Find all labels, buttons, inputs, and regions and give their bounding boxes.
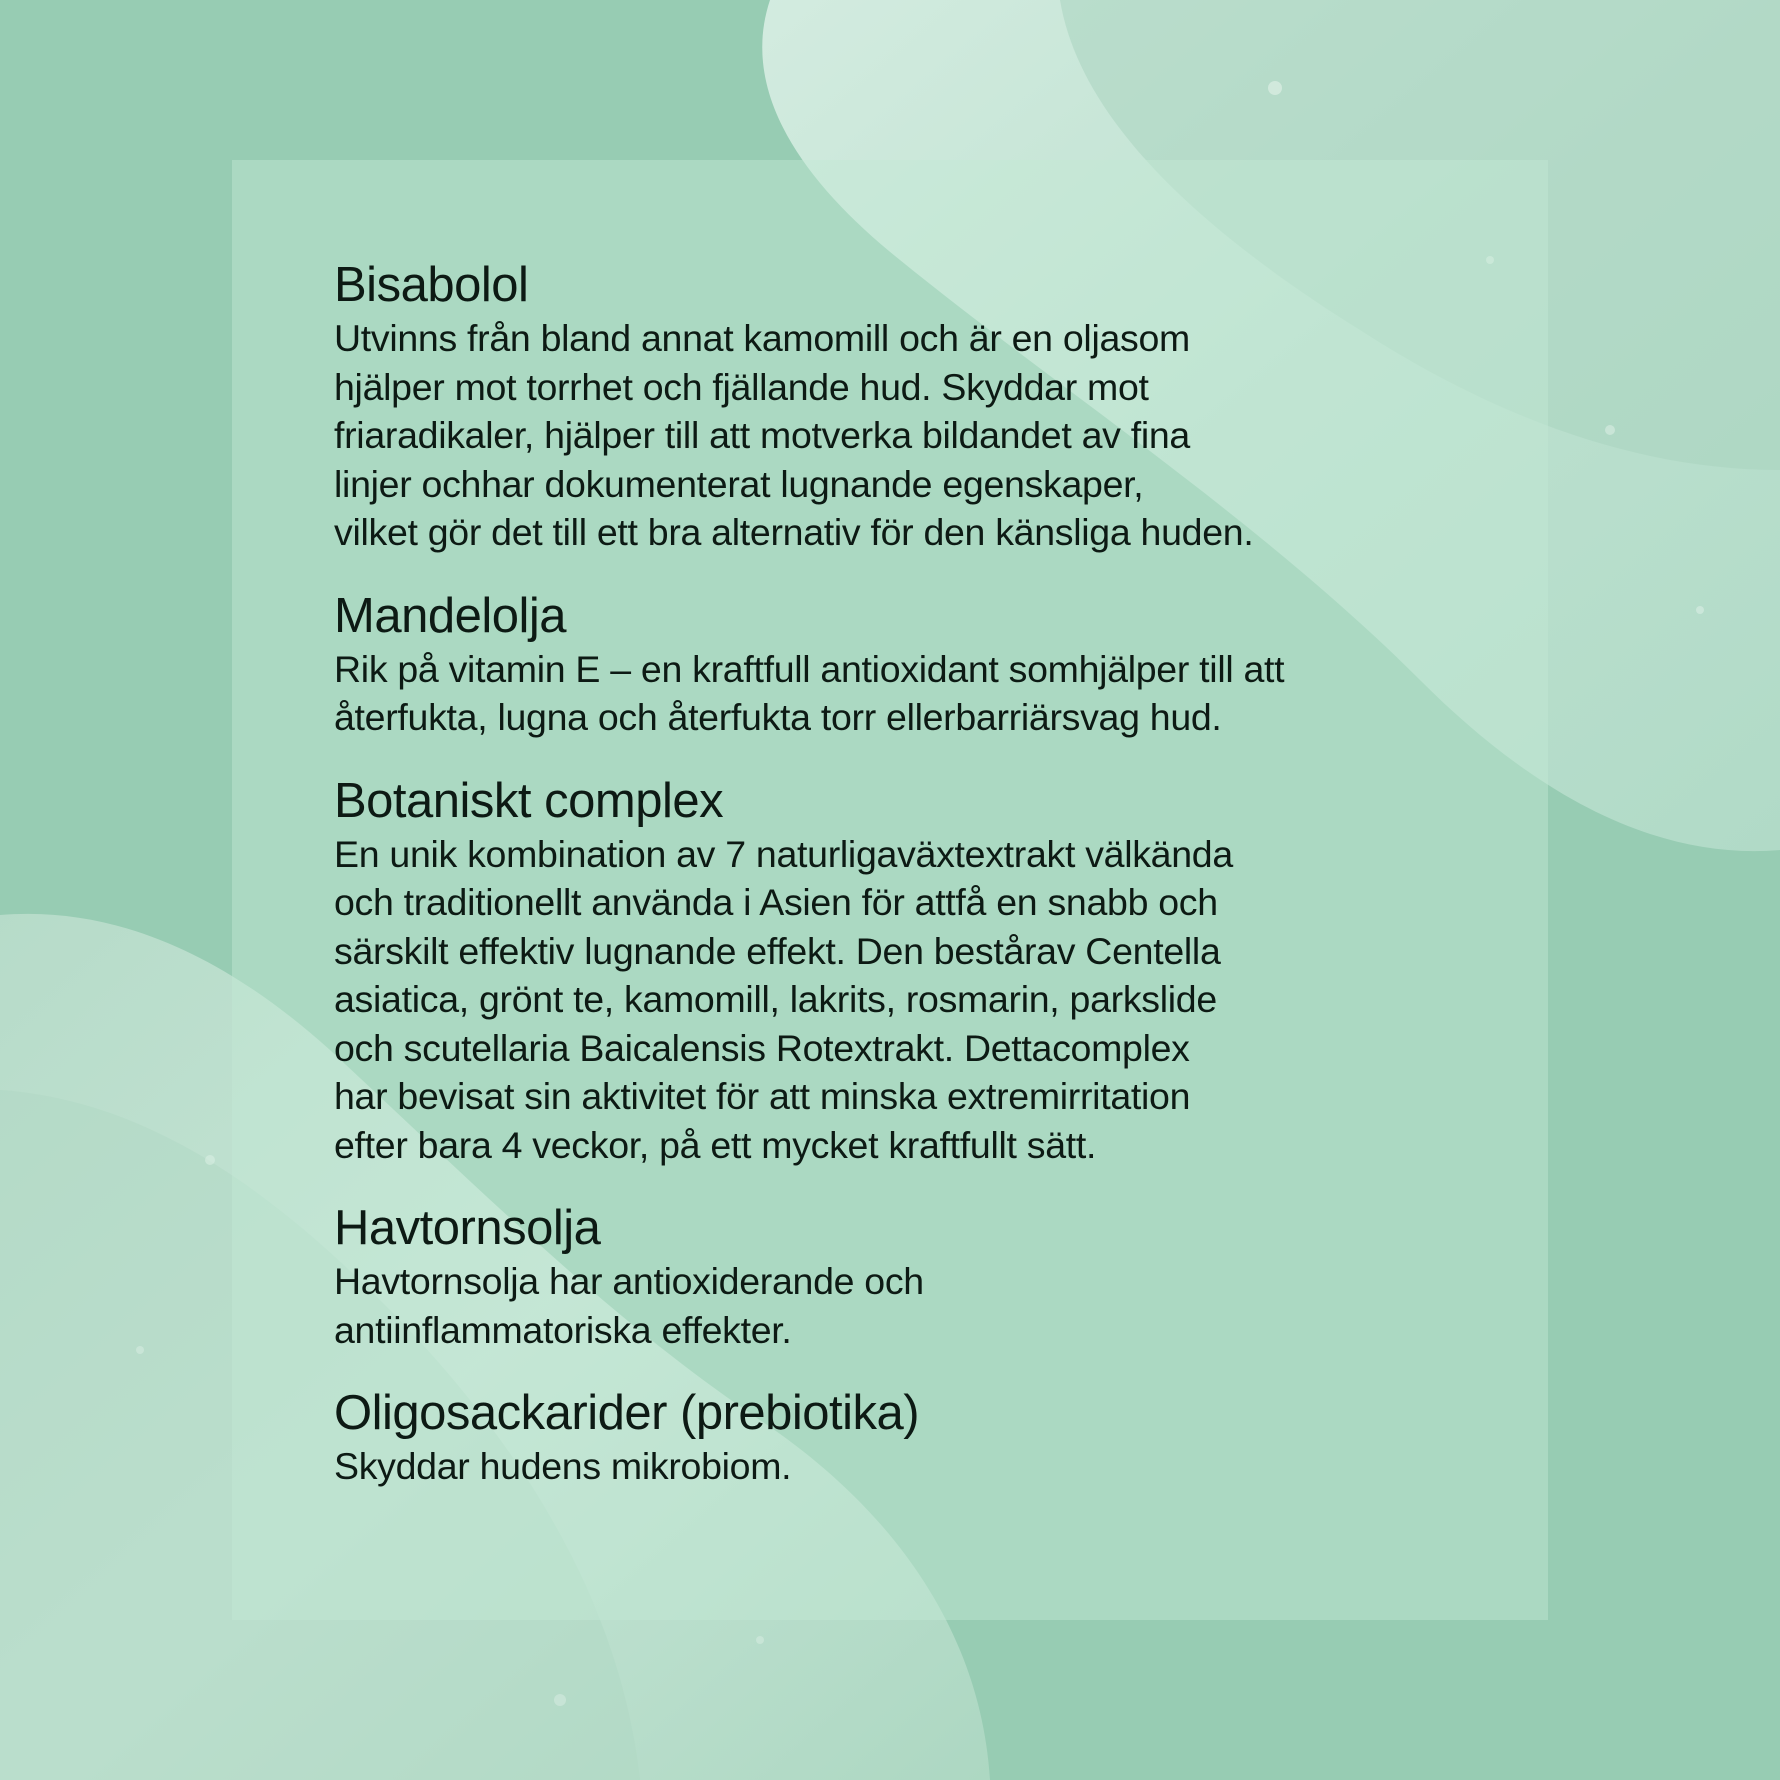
ingredient-description (334, 314, 1448, 557)
description-line: friaradikaler, hjälper till att motverka bildandet av fina (334, 414, 1190, 456)
description-line: Utvinns från bland annat kamomill och är en oljasom (334, 317, 1190, 359)
ingredient-heading: Botaniskt complex (334, 773, 724, 828)
ingredient-section (334, 772, 1448, 1170)
description-line: har bevisat sin aktivitet för att minska extremirritation (334, 1075, 1191, 1117)
ingredient-section (334, 1384, 1448, 1491)
ingredient-section (334, 1199, 1448, 1354)
description-line: asiatica, grönt te, kamomill, lakrits, rosmarin, parkslide (334, 978, 1217, 1020)
description-line: hjälper mot torrhet och fjällande hud. Skyddar mot (334, 365, 1149, 408)
ingredient-description (334, 645, 1448, 742)
ingredient-heading: Mandelolja (334, 588, 566, 643)
description-line: efter bara 4 veckor, på ett mycket kraftfullt sätt. (334, 1123, 1097, 1166)
ingredient-description (334, 1442, 1448, 1491)
description-line: och scutellaria Baicalensis Rotextrakt. Dettacomplex (334, 1026, 1190, 1069)
description-line: särskilt effektiv lugnande effekt. Den bestårav Centella (334, 929, 1221, 972)
description-line: antiinflammatoriska effekter. (334, 1308, 792, 1351)
ingredient-heading: Oligosackarider (prebiotika) (334, 1386, 920, 1440)
ingredient-section (334, 587, 1448, 742)
ingredient-section (334, 256, 1448, 557)
description-line: återfukta, lugna och återfukta torr ellerbarriärsvag hud. (334, 696, 1222, 738)
description-line: vilket gör det till ett bra alternativ för den känsliga huden. (334, 511, 1254, 553)
ingredient-description (334, 1257, 1448, 1354)
ingredient-heading: Havtornsolja (334, 1201, 601, 1255)
description-line: Havtornsolja har antioxiderande och (334, 1260, 924, 1302)
description-line: Rik på vitamin E – en kraftfull antioxidant somhjälper till att (334, 647, 1285, 690)
description-line: Skyddar hudens mikrobiom. (334, 1445, 792, 1487)
ingredient-heading: Bisabolol (334, 258, 529, 312)
description-line: linjer ochhar dokumenterat lugnande egenskaper, (334, 462, 1144, 505)
description-line: och traditionellt använda i Asien för attfå en snabb och (334, 881, 1218, 923)
ingredient-description (334, 830, 1448, 1170)
ingredients-panel (232, 160, 1548, 1620)
description-line: En unik kombination av 7 naturligaväxtextrakt välkända (334, 832, 1233, 875)
